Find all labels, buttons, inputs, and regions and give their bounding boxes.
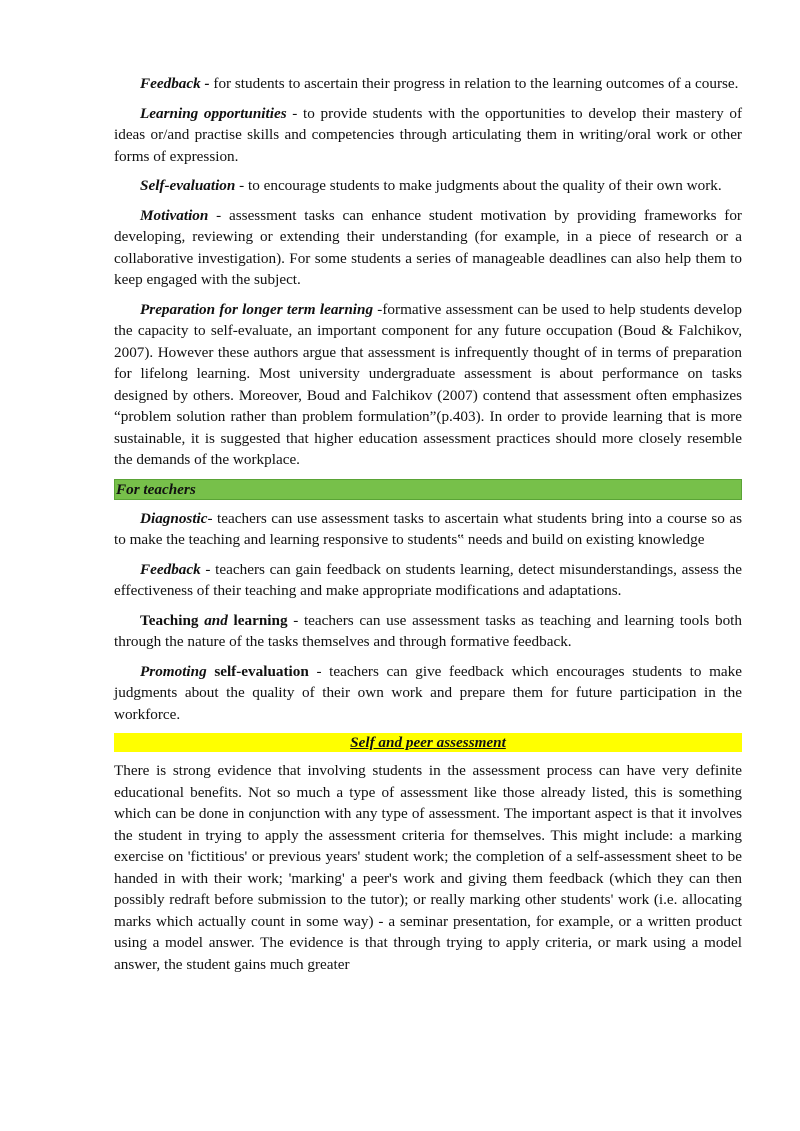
paragraph-preparation [114,299,742,471]
paragraph-text: - teachers can gain feedback on students learning, detect misunderstandings, assess the effectiveness of their teaching and make appropriate modifications and adaptations. [114,560,742,599]
term: Self-evaluation [140,177,236,194]
paragraph-text: - to provide students with the opportunities to develop their mastery of ideas or/and practise skills and competencies through articulating them in writing/oral work or other forms of expression. [114,104,743,165]
term: Motivation [140,206,209,224]
paragraph-text: - assessment tasks can enhance student motivation by providing frameworks for developing, reviewing or extending their understanding (for example, in a piece of research or a collaborative investigation). For some students a series of manageable deadlines can also help them to keep engaged with the subject. [114,206,742,288]
heading-text: Self and peer assessment [350,734,506,751]
paragraph-text: - teachers can use assessment tasks to ascertain what students bring into a course so as to make the teaching and learning responsive to students‟ needs and build on existing knowledge [114,509,742,548]
term: Diagnostic [140,509,208,527]
paragraph-promoting [114,661,742,726]
heading-self-peer-assessment [114,733,742,752]
paragraph-motivation [114,205,742,291]
term: Preparation for longer term learning [140,300,374,318]
term: Learning opportunities [140,104,287,122]
document-page [114,73,742,983]
term: and [198,611,228,629]
paragraph-feedback-teachers [114,559,742,602]
paragraph-text: - to encourage students to make judgments about the quality of their own work. [235,177,722,194]
paragraph-learning-opportunities [114,103,742,168]
paragraph-text: - teachers can use assessment tasks as teaching and learning tools both through the nature of the tasks themselves and through formative feedback. [114,611,742,650]
term: learning [227,611,288,629]
paragraph-text: for students to ascertain their progress in relation to the learning outcomes of a course. [209,75,739,92]
paragraph-peer-assessment: There is strong evidence that involving students in the assessment process can have very definite educational benefits. Not so much a type of assessment like those already listed, this is something which can be done in conjunction with any type of assessment. The important aspect is that it involves the student in trying to apply the assessment criteria for themselves. This might include: a marking exercise on 'fictitious' or previous years' student work; the completion of a self-assessment sheet to be handed in with their work; 'marking' a peer's work and giving them feedback (which they can then possibly redraft before submission to the tutor); or really marking other students' work (i.e. allocating marks which actually count in some way) - a seminar presentation, for example, or a written product using a model answer. The evidence is that through trying to apply criteria, or mark using a model answer, the student gains much greater [114,762,742,973]
term: self-evaluation [206,662,309,680]
term: Promoting [140,662,207,680]
paragraph-self-evaluation [114,175,742,197]
paragraph-text: -formative assessment can be used to help students develop the capacity to self-evaluate, an important component for any future occupation (Boud & Falchikov, 2007). However these authors argue that assessment is infrequently thought of in terms of preparation for lifelong learning. Most university undergraduate assessment is about performance on tasks designed by others. Moreover, Boud and Falchikov (2007) contend that assessment often emphasizes “problem solution rather than problem formulation”(p.403). In order to provide learning that is more sustainable, it is suggested that higher education assessment practices should more closely resemble the demands of the workplace. [114,300,742,468]
paragraph-feedback-students [114,73,742,95]
paragraph-text: - teachers can give feedback which encourages students to make judgments about the quality of their own work and prepare them for future participation in the workforce. [114,662,742,723]
term: Feedback [140,560,201,578]
heading-for-teachers: For teachers [114,479,742,500]
paragraph-diagnostic [114,508,742,551]
paragraph-teaching-learning [114,610,742,653]
term: Feedback - [140,75,210,92]
term: Teaching [140,611,199,629]
